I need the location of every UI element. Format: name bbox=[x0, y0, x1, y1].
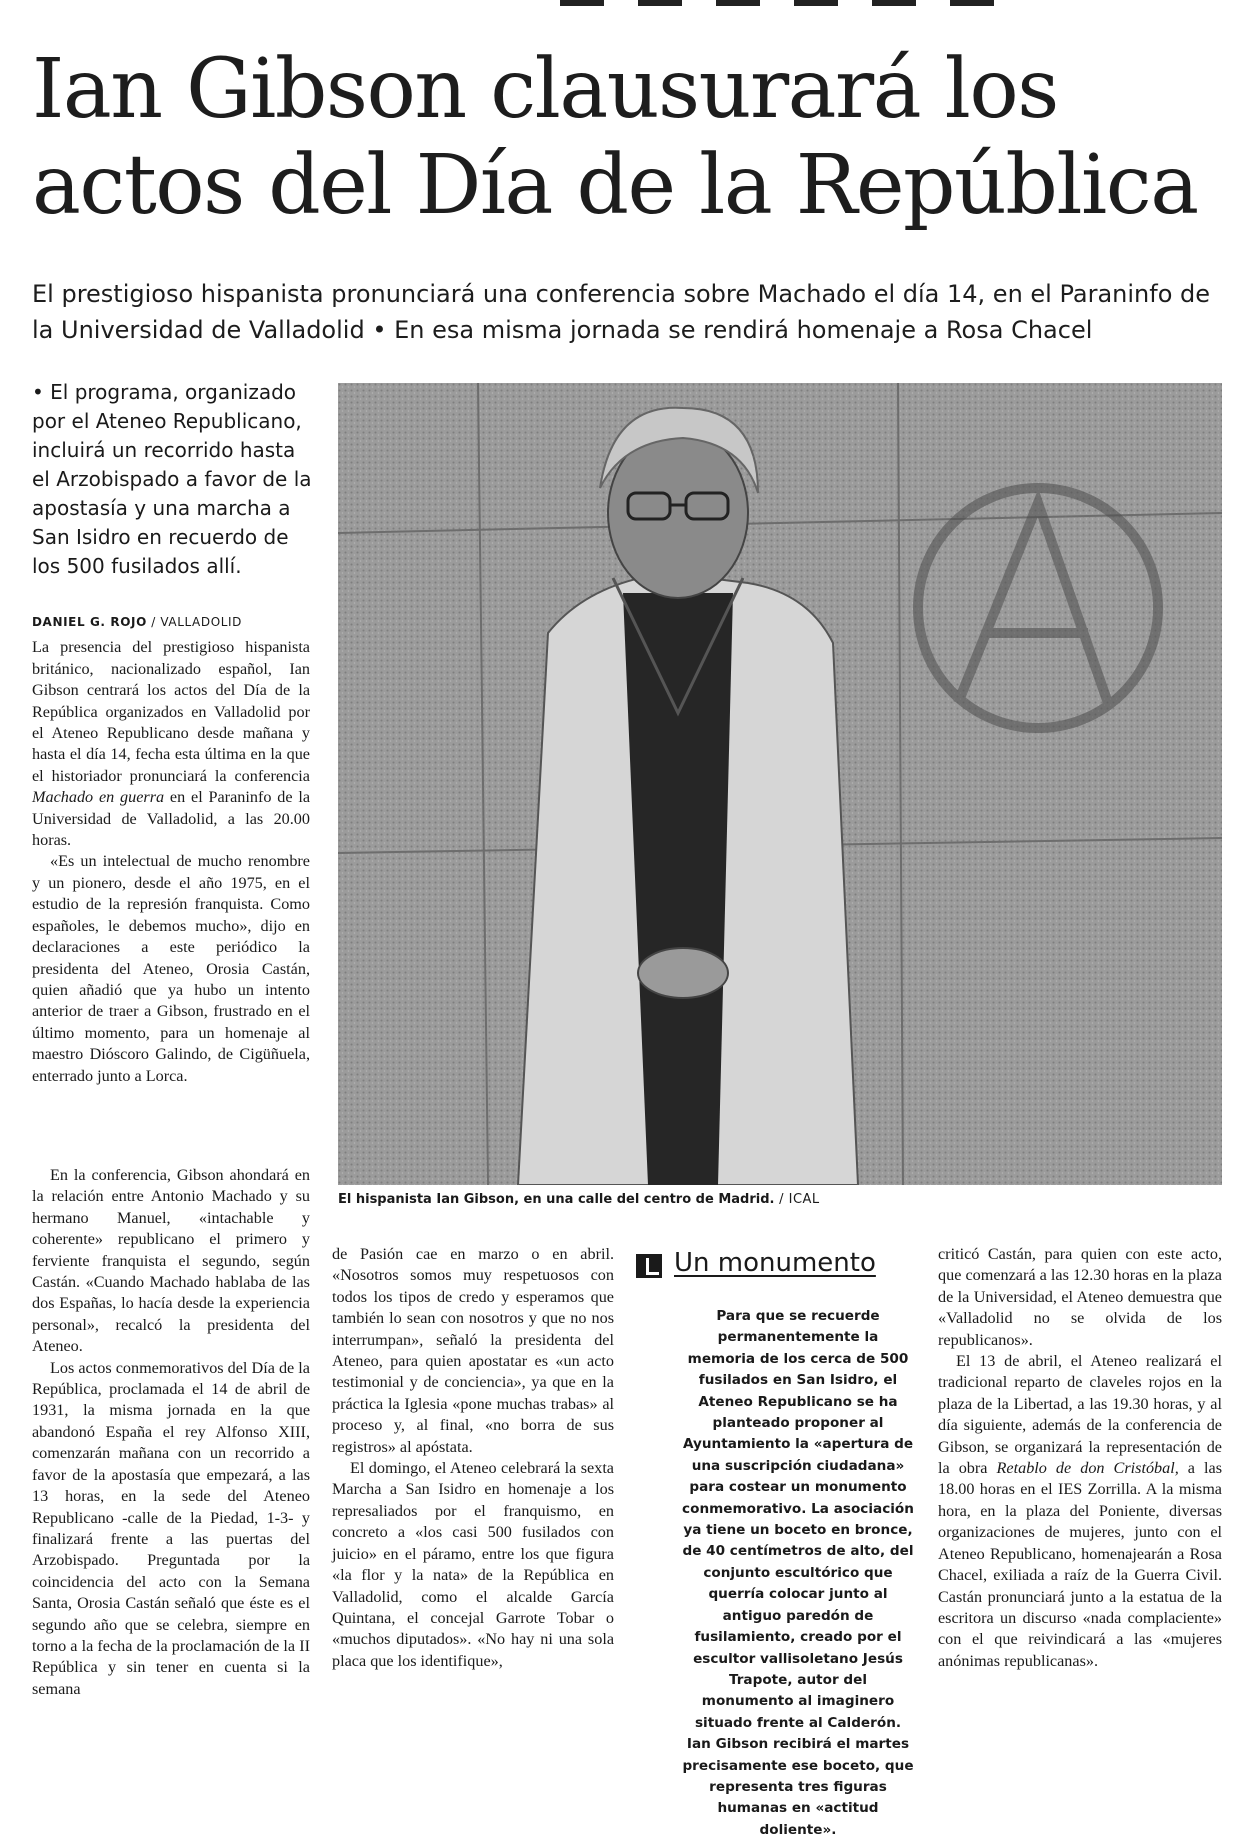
paragraph bbox=[938, 1351, 1222, 1672]
photo-caption bbox=[338, 1192, 1222, 1207]
paragraph bbox=[32, 637, 310, 851]
paragraph: de Pasión cae en marzo o en abril. «Nosotros somos muy respetuosos con todos los tipos de credo y esperamos que también lo sean con nosotros y que no nos interrumpan», señaló la presidenta del Ateneo, para quien apostatar es «un acto testimonial y de conciencia», ya que en la práctica la Iglesia «pone muchas trabas» al proceso y, al final, «no borra de sus registros» al apóstata. bbox=[332, 1245, 614, 1456]
byline-author: DANIEL G. ROJO bbox=[32, 615, 147, 629]
paragraph: El domingo, el Ateneo celebrará la sexta Marcha a San Isidro en homenaje a los represaliados por el franquismo, en concreto a «los casi 500 fusilados con juicio» en el páramo, entre los que figura «la flor y la nata» de la República en Valladolid, como el alcalde García Quintana, el concejal Garrote Tobar o «muchos diputados». «No hay ni una sola placa que los identifique», bbox=[332, 1459, 614, 1670]
headline: Ian Gibson clausurará los actos del Día de la República bbox=[32, 42, 1198, 233]
byline-separator: / bbox=[146, 615, 161, 629]
paragraph: criticó Castán, para quien con este acto, que comenzará a las 12.30 horas en la plaza de la Universidad, el Ateneo demuestra que «Valladolid no se olvida de los republicanos». bbox=[938, 1245, 1222, 1349]
paragraph-text: El 13 de abril, el Ateneo realizará el tradicional reparto de claveles rojos en la plaza de la Libertad, a las 19.30 horas, y al día siguiente, además de la conferencia de Gibson, se organizará la representación de la obra bbox=[938, 1352, 1222, 1478]
caption-text: El hispanista Ian Gibson, en una calle del centro de Madrid. bbox=[338, 1192, 775, 1207]
subhead-separator: • bbox=[364, 316, 395, 344]
paragraph: Los actos conmemorativos del Día de la República, proclamada el 14 de abril de 1931, la misma jornada en la que abandonó España el rey Alfonso XIII, comenzarán mañana con un recorrido a favor de la apostasía que empezará, a las 13 horas, en la sede del Ateneo Republicano -calle de la Piedad, 1-3- y finalizará frente a las puertas del Arzobispado. Preguntada por la coincidencia del acto con la Semana Santa, Orosia Castán señaló que éste es el segundo año que se celebra, siempre en torno a la fecha de la proclamación de la II República y sin tener en cuenta si la semana bbox=[32, 1358, 310, 1698]
photo-credit: ICAL bbox=[788, 1192, 820, 1207]
newspaper-logo-icon bbox=[636, 1254, 662, 1278]
subheadline bbox=[32, 276, 1232, 348]
caption-separator: / bbox=[774, 1192, 789, 1207]
paragraph-text: en el Paraninfo de la Universidad de Valladolid, a las 20.00 horas. bbox=[32, 788, 311, 850]
body-column-1-continued bbox=[32, 1165, 310, 1700]
photo bbox=[338, 383, 1222, 1185]
sidebar-header bbox=[636, 1250, 918, 1286]
paragraph: «Es un intelectual de mucho renombre y un pionero, desde el año 1975, en el estudio de la represión franquista. Como españoles, le debemos mucho», dijo en declaraciones a este periódico la presidenta del Ateneo, Orosia Castán, quien añadió que ya hubo un intento anterior de traer a Gibson, frustrado en el último momento, para un homenaje al maestro Dióscoro Galindo, de Cigüñuela, enterrado junto a Lorca. bbox=[32, 852, 310, 1085]
paragraph-text: a las 18.00 horas en el IES Zorrilla. A la misma hora, en la plaza del Poniente, diversas organizaciones de mujeres, junto con el Ateneo Republicano, homenajearán a Rosa Chacel, exiliada a raíz de la Guerra Civil. Castán pronunciará junto a la estatua de la escritora un discurso «nada complaciente» con el que reivindicará a las «mujeres anónimas republicanas». bbox=[938, 1459, 1223, 1670]
sidebar-title: Un monumento bbox=[674, 1248, 876, 1278]
paragraph: En la conferencia, Gibson ahondará en la relación entre Antonio Machado y su hermano Manuel, «intachable y coherente» republicano el primero y ferviente franquista el segundo, según Castán. «Cuando Machado hablaba de las dos Españas, lo hacía desde la experiencia personal», recalcó la presidenta del Ateneo. bbox=[32, 1166, 310, 1356]
body-column-1 bbox=[32, 612, 310, 1087]
byline-place: VALLADOLID bbox=[160, 615, 243, 629]
body-column-2 bbox=[332, 1244, 614, 1672]
play-title: Retablo de don Cristóbal, bbox=[996, 1459, 1179, 1478]
lecture-title: Machado en guerra bbox=[32, 788, 165, 807]
lead-summary: • El programa, organizado por el Ateneo Republicano, incluirá un recorrido hasta el Arzobispado a favor de la apostasía y una marcha a San Isidro en recuerdo de los 500 fusilados allí. bbox=[32, 380, 312, 578]
body-column-4 bbox=[938, 1244, 1222, 1672]
portrait-photo-graphic bbox=[338, 383, 1222, 1185]
byline bbox=[32, 612, 310, 633]
paragraph-text: La presencia del prestigioso hispanista británico, nacionalizado español, Ian Gibson centrará los actos del Día de la República organizados en Valladolid por el Ateneo Republicano desde mañana y hasta el día 14, fecha esta última en la que el historiador pronunciará la conferencia bbox=[32, 638, 310, 785]
sidebar-body: Para que se recuerde permanentemente la memoria de los cerca de 500 fusilados en San Isidro, el Ateneo Republicano se ha planteado proponer al Ayuntamiento la «apertura de una suscripción ciudadana» para costear un monumento conmemorativo. La asociación ya tiene un boceto en bronce, de 40 centímetros de alto, del conjunto escultórico que querría colocar junto al antiguo paredón de fusilamiento, creado por el escultor vallisoletano Jesús Trapote, autor del monumento al imaginero situado frente al Calderón. Ian Gibson recibirá el martes precisamente ese boceto, que representa tres figuras humanas en «actitud doliente». bbox=[682, 1308, 914, 1838]
subhead-part2: En esa misma jornada se rendirá homenaje a Rosa Chacel bbox=[394, 316, 1093, 344]
masthead-strip bbox=[560, 0, 1020, 6]
subhead-part1: El prestigioso hispanista pronunciará una conferencia sobre Machado el día 14, en el Paraninfo de la Universidad de Valladolid bbox=[32, 280, 1211, 344]
hands bbox=[638, 948, 728, 998]
